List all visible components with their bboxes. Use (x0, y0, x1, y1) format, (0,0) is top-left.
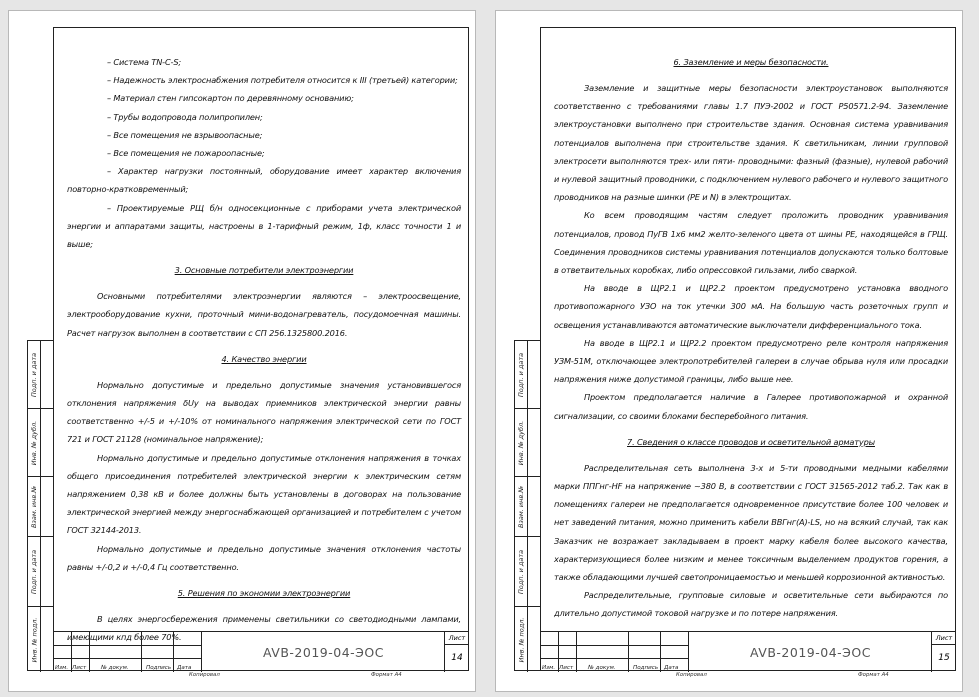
paragraph: Распределительные, групповые силовые и осветительные сети выбираются по длительно допустимой токовой нагрузке и по потере напряжения. (554, 590, 948, 619)
list-item: – Характер нагрузки постоянный, оборудование имеет характер включения повторно-кратковременный; (67, 166, 461, 195)
sheet-label: Лист (445, 632, 469, 645)
title-block (540, 631, 956, 671)
sidebar-label: Подп. и дата (517, 549, 525, 594)
sidebar-cell (515, 607, 541, 672)
paragraph: Ко всем проводящим частям следует проложить проводник уравнивания потенциалов, провод ПуГВ 1х6 мм2 желто-зеленого цвета от шины PE, находящейся в ГРЩ. Соединения проводников системы уравнивания потенциалов допускаются только болтовые в ответвительных коробках, либо опрессовкой гильзами, либо сваркой. (554, 210, 948, 276)
col-label-list: Лист (72, 665, 87, 671)
list-item: – Трубы водопровода полипропилен; (107, 111, 263, 122)
sheet-label: Лист (932, 632, 956, 645)
list-item: – Проектируемые РЩ б/н односекционные с приборами учета электрической энергии и аппаратами защиты, настроены в 1-тарифный режим, 1ф, класс точности 1 и выше; (67, 202, 461, 250)
col-label-doc: № докум. (588, 665, 616, 671)
sidebar-cell (28, 537, 54, 607)
section-heading: 3. Основные потребители электроэнергии (174, 265, 354, 276)
sidebar-cell (515, 409, 541, 477)
title-block-grid (540, 632, 688, 672)
sheet-number: 14 (451, 653, 463, 663)
sidebar-label: Инв. № подл. (517, 617, 525, 662)
sidebar-label: Взам. инв.№ (30, 485, 39, 528)
stamp-sidebar (514, 340, 540, 671)
list-item: – Надежность электроснабжения потребителя относится к III (третьей) категории; (107, 75, 458, 86)
section-heading: 5. Решения по экономии электроэнергии (177, 588, 351, 599)
footer-copied: Копировал (189, 672, 220, 678)
paragraph: На вводе в ЩР2.1 и ЩР2.2 проектом предусмотрено установка вводного противопожарного УЗО на ток утечки 300 мА. На большую часть розеточных групп и освещения устанавливаются автоматические выключатели дифференциального тока. (554, 283, 948, 330)
sidebar-cell (515, 341, 541, 409)
sidebar-cell (28, 477, 54, 537)
paragraph: Нормально допустимые и предельно допустимые значения отклонения частоты равны +/-0,2 и +/-0,4 Гц соответственно. (67, 543, 461, 572)
sidebar-cell (28, 607, 54, 672)
col-label-date: Дата (177, 665, 192, 671)
paragraph: Проектом предполагается наличие в Галерее противопожарной и охранной сигнализации, со своими блоками бесперебойного питания. (554, 392, 948, 421)
paragraph: В целях энергосбережения применены светильники со светодиодными лампами, имеющими кпд более 70%. (67, 614, 461, 643)
section-heading: 7. Сведения о классе проводов и осветительной арматуры (627, 436, 875, 447)
title-block (53, 631, 469, 671)
sidebar-label: Инв. № дубл. (517, 420, 526, 465)
sidebar-cell (28, 409, 54, 477)
sidebar-cell (515, 477, 541, 537)
list-item: – Все помещения не взрывоопасные; (107, 129, 263, 140)
sheet-box (931, 632, 956, 672)
page-content (67, 53, 461, 646)
stamp-sidebar (27, 340, 53, 671)
col-label-izm: Изм. (55, 665, 69, 671)
sheet-number: 15 (938, 653, 950, 663)
list-item: – Все помещения не пожароопасные; (107, 148, 265, 159)
sheet-box (444, 632, 469, 672)
title-block-grid (53, 632, 201, 672)
col-label-list: Лист (559, 665, 574, 671)
sidebar-label: Подп. и дата (517, 352, 525, 397)
sidebar-label: Подп. и дата (30, 352, 38, 397)
col-label-date: Дата (664, 665, 679, 671)
document-code: AVB-2019-04-ЭОС (201, 632, 445, 672)
sidebar-cell (515, 537, 541, 607)
sidebar-label: Инв. № подл. (30, 617, 38, 662)
section-heading: 4. Качество энергии (221, 353, 307, 364)
sidebar-label: Инв. № дубл. (30, 420, 39, 465)
paragraph: Заземление и защитные меры безопасности электроустановок выполняются соответственно с требованиями главы 1.7 ПУЭ-2002 и ГОСТ Р50571.2-94. Заземление электроустановки выполнено при строительстве здания. Основная система уравнивания потенциалов выполнена при строительстве здания. К светильникам, линии групповой электросети выполняются трех- или пяти- проводными: фазный (фазные), нулевой рабочий и нулевой защитный проводники, с подключением нулевого рабочего и нулевого защитного проводников на разные шинки (PE и N) в электрощитах. (554, 83, 948, 203)
document-page-left (8, 10, 476, 692)
sidebar-label: Взам. инв.№ (517, 485, 526, 528)
sidebar-label: Подп. и дата (30, 549, 38, 594)
footer-format: Формат А4 (858, 672, 889, 678)
col-label-izm: Изм. (542, 665, 556, 671)
footer-format: Формат А4 (371, 672, 402, 678)
paragraph: Нормально допустимые и предельно допустимые значения установившегося отклонения напряжения δUy на выводах приемников электрической энергии равны соответственно +/-5 и +/-10% от номинального напряжения электрической сети по ГОСТ 721 и ГОСТ 21128 (номинальное напряжение); (67, 379, 461, 445)
footer-copied: Копировал (676, 672, 707, 678)
col-label-sign: Подпись (633, 665, 659, 671)
col-label-sign: Подпись (146, 665, 172, 671)
page-content (554, 53, 948, 623)
section-heading: 6. Заземление и меры безопасности. (673, 57, 829, 67)
paragraph: Нормально допустимые и предельно допустимые отклонения напряжения в точках общего присоединения потребителей электрической энергии к электрическим сетям напряжением 0,38 кВ и более должны быть установлены в договорах на пользование электрической энергией между энергоснабжающей организацией и потребителем с учетом ГОСТ 32144-2013. (67, 452, 461, 536)
col-label-doc: № докум. (101, 665, 129, 671)
paragraph: Распределительная сеть выполнена 3-х и 5-ти проводными медными кабелями марки ППГнг-HF на напряжение ~380 В, в соответствии с ГОСТ 31565-2012 таб.2. Так как в помещениях галереи не предполагается одновременное присутствие более 100 человек и нет заведений питания, можно применить кабели ВВГнг(А)-LS, но на всякий случай, так как Заказчик не возражает закладываем в проект марку кабеля более высокого качества, характеризующиеся более низким и менее токсичным выделением продуктов горения, а также обладающими лучшей светопроницаемостью и меньшей коррозионной активностью. (554, 462, 948, 583)
list-item: – Система TN-C-S; (107, 57, 181, 67)
paragraph: Основными потребителями электроэнергии являются – электроосвещение, электрооборудование кухни, проточный мини-водонагреватель, посудомоечная машины. Расчет нагрузок выполнен в соответствии с СП 256.1325800.2016. (67, 291, 461, 338)
list-item: – Материал стен гипсокартон по деревянному основанию; (107, 93, 354, 104)
paragraph: На вводе в ЩР2.1 и ЩР2.2 проектом предусмотрено реле контроля напряжения УЗМ-51М, отключающее электропотребителей галереи в случае обрыва нуля или просадки напряжения ниже допустимой границы, либо выше нее. (554, 337, 948, 385)
sidebar-cell (28, 341, 54, 409)
document-page-right (495, 10, 963, 692)
document-code: AVB-2019-04-ЭОС (688, 632, 932, 672)
